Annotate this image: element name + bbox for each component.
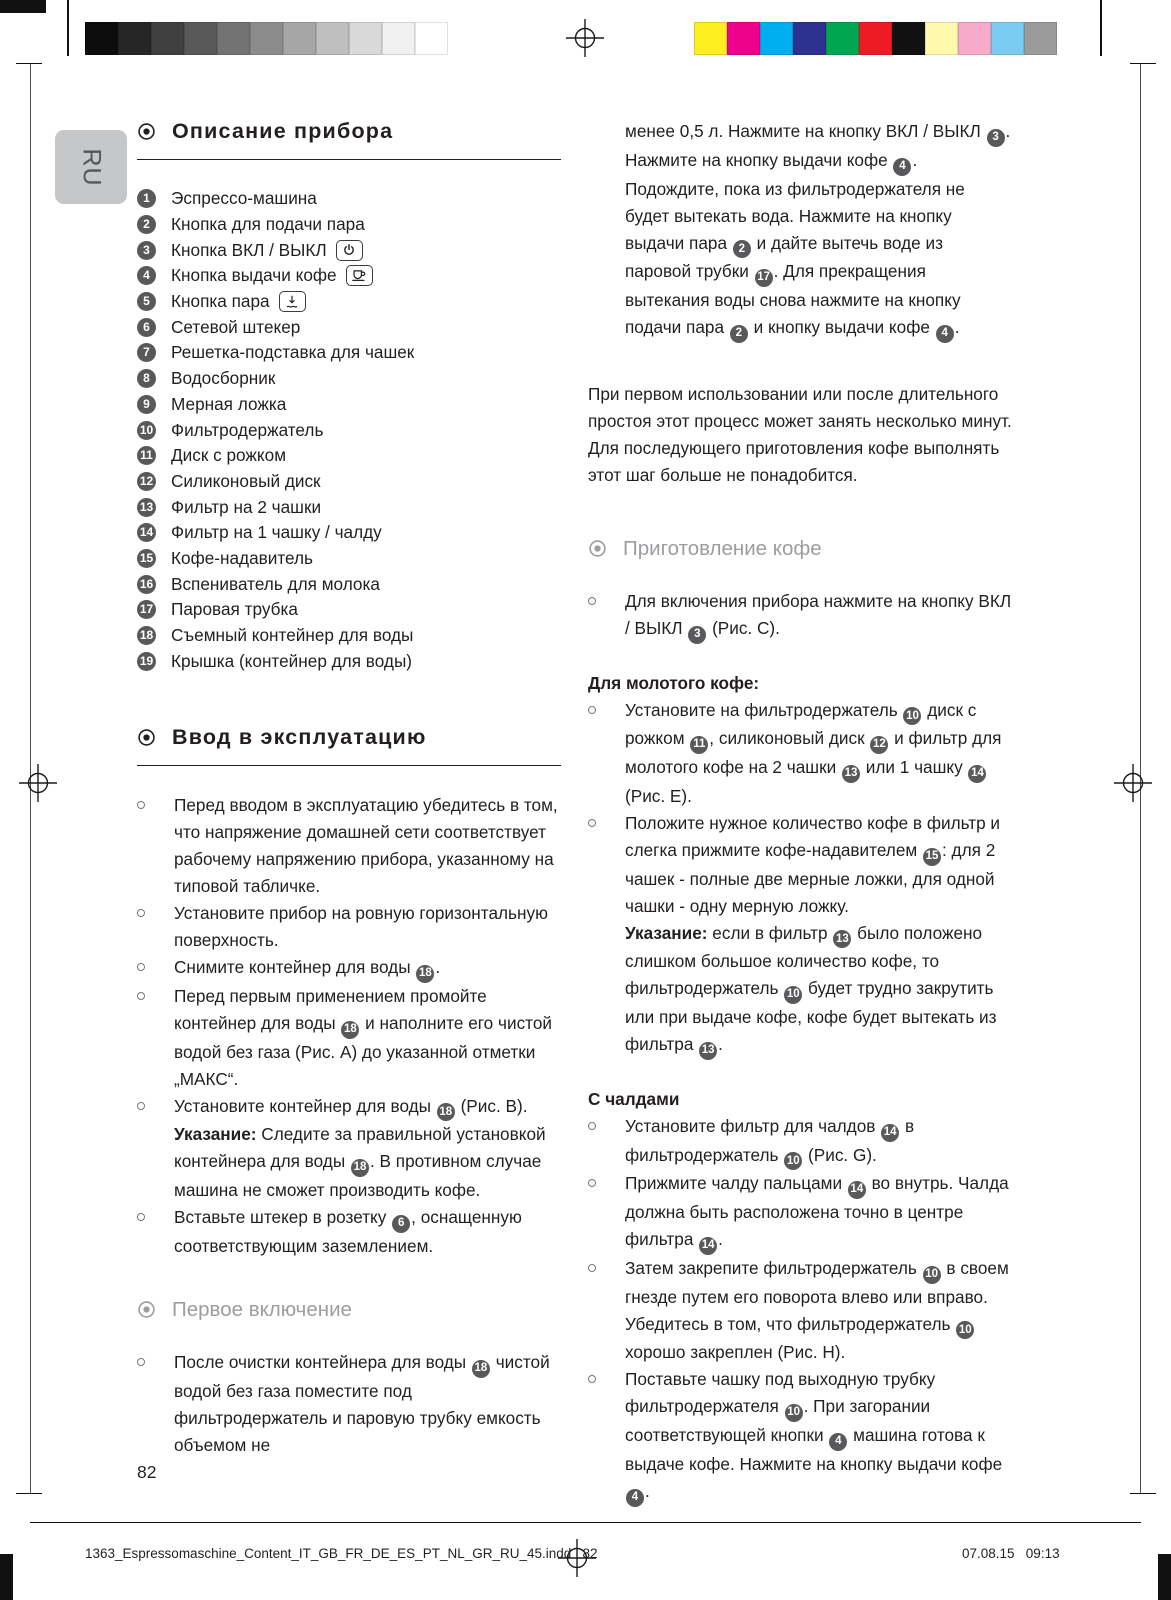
device-part-item	[137, 392, 561, 418]
item-number-badge: 4	[137, 266, 156, 285]
bullet-text: Установите фильтр для чалдов 14 в фильтродержатель 10 (Рис. G).	[625, 1113, 1012, 1171]
calibration-swatch	[826, 22, 859, 55]
device-part-item	[137, 469, 561, 495]
bullet-item	[137, 792, 561, 900]
item-label: Фильтродержатель	[171, 419, 324, 440]
bullet-list	[137, 792, 561, 1260]
registration-mark	[566, 19, 604, 57]
bullet-icon	[137, 1204, 174, 1260]
item-label: Диск с рожком	[171, 445, 287, 466]
ref-badge: 14	[968, 765, 986, 783]
section-heading	[588, 535, 1012, 562]
bullet-text: Установите контейнер для воды 18 (Рис. В). Указание: Следите за правильной установкой контейнера для воды 18 . В противном случае машина не сможет производить кофе.	[174, 1095, 546, 1201]
bold-text: Указание:	[174, 1124, 257, 1145]
calibration-swatch	[1024, 22, 1057, 55]
item-label: Кнопка ВКЛ / ВЫКЛ	[171, 239, 327, 260]
device-part-item	[137, 571, 561, 597]
item-label: Съемный контейнер для воды	[171, 625, 414, 646]
calibration-swatch	[415, 22, 448, 55]
bullet-icon	[137, 1093, 174, 1205]
bullet-icon	[137, 983, 174, 1093]
crop-mark	[0, 0, 46, 13]
bullet-list	[137, 1349, 561, 1459]
bullet-list	[588, 1113, 1012, 1507]
ref-badge: 14	[881, 1124, 899, 1142]
ref-badge: 14	[848, 1181, 866, 1199]
device-part-item	[137, 417, 561, 443]
crop-mark	[0, 1554, 13, 1600]
bullet-icon	[137, 954, 174, 983]
device-part-item	[137, 494, 561, 520]
item-label: Мерная ложка	[171, 393, 287, 414]
grayscale-calibration-bar	[85, 22, 448, 55]
item-number-badge: 2	[137, 215, 156, 234]
ref-badge: 10	[903, 707, 921, 725]
ref-badge: 10	[784, 1152, 802, 1170]
bullet-item	[137, 983, 561, 1093]
item-number-badge: 16	[137, 575, 156, 594]
device-part-item	[137, 366, 561, 392]
calibration-swatch	[892, 22, 925, 55]
bullet-icon	[588, 697, 625, 810]
ref-badge: 2	[733, 240, 751, 258]
calibration-swatch	[694, 22, 727, 55]
calibration-swatch	[283, 22, 316, 55]
paragraph: При первом использовании или после длительного простоя этот процесс может занять несколько минут. Для последующего приготовления кофе выполнять этот шаг больше не понадобится.	[588, 383, 1012, 485]
section-heading	[137, 724, 561, 766]
calibration-swatch	[760, 22, 793, 55]
section-title: Ввод в эксплуатацию	[172, 725, 427, 750]
device-part-item	[137, 443, 561, 469]
bullet-text: Прижмите чалду пальцами 14 во внутрь. Чалда должна быть расположена точно в центре фильтра 14 .	[625, 1170, 1012, 1255]
calibration-swatch	[793, 22, 826, 55]
bullet-item	[588, 1366, 1012, 1506]
crop-mark	[1100, 0, 1102, 56]
calibration-swatch	[991, 22, 1024, 55]
bullet-item	[137, 1093, 561, 1205]
bullet-item	[137, 900, 561, 954]
left-column	[137, 118, 561, 1459]
bullet-icon	[137, 1349, 174, 1459]
ref-badge: 18	[351, 1159, 369, 1177]
device-part-item	[137, 212, 561, 238]
bullet-item	[137, 954, 561, 983]
right-column	[588, 118, 1012, 1507]
sub-heading: С чалдами	[588, 1088, 680, 1109]
ref-badge: 15	[923, 848, 941, 866]
bullet-icon	[588, 1366, 625, 1506]
crop-mark	[67, 0, 69, 56]
footer-filename: 1363_Espressomaschine_Content_IT_GB_FR_DE_ES_PT_NL_GR_RU_45.indd 82	[85, 1546, 598, 1561]
bullseye-icon	[137, 1300, 156, 1319]
ref-badge: 13	[699, 1042, 717, 1060]
calibration-swatch	[184, 22, 217, 55]
calibration-swatch	[958, 22, 991, 55]
calibration-swatch	[349, 22, 382, 55]
ref-badge: 4	[893, 158, 911, 176]
section-title: Описание прибора	[172, 119, 394, 143]
item-number-badge: 1	[137, 189, 156, 208]
color-calibration-bar	[694, 22, 1057, 55]
item-number-badge: 11	[137, 446, 156, 465]
ref-badge: 17	[755, 269, 773, 287]
item-label: Паровая трубка	[171, 599, 298, 620]
item-label: Фильтр на 1 чашку / чалду	[171, 522, 382, 543]
item-label: Эспрессо-машина	[171, 188, 317, 209]
bullet-item	[588, 697, 1012, 810]
item-number-badge: 7	[137, 343, 156, 362]
ref-badge: 10	[785, 1404, 803, 1422]
ref-badge: 3	[987, 129, 1005, 147]
item-number-badge: 13	[137, 498, 156, 517]
section-heading	[137, 1296, 561, 1323]
calibration-swatch	[727, 22, 760, 55]
footer-rule	[30, 1522, 1141, 1523]
item-number-badge: 14	[137, 523, 156, 542]
item-number-badge: 17	[137, 600, 156, 619]
bullet-text: После очистки контейнера для воды 18 чистой водой без газа поместите под фильтродержатель и паровую трубку емкость объемом не	[174, 1351, 550, 1455]
bullet-item	[588, 1113, 1012, 1171]
item-number-badge: 12	[137, 472, 156, 491]
registration-mark	[1114, 764, 1152, 802]
calibration-swatch	[859, 22, 892, 55]
item-number-badge: 18	[137, 626, 156, 645]
section-heading	[137, 118, 561, 160]
bullseye-icon	[137, 122, 156, 141]
bullet-item	[588, 810, 1012, 1060]
ref-badge: 14	[699, 1237, 717, 1255]
bullet-text: Перед вводом в эксплуатацию убедитесь в том, что напряжение домашней сети соответствует рабочему напряжению прибора, указанному на типовой табличке.	[174, 795, 558, 897]
ref-badge: 10	[923, 1266, 941, 1284]
item-number-badge: 19	[137, 652, 156, 671]
bullet-icon	[588, 1170, 625, 1255]
item-label: Водосборник	[171, 368, 276, 389]
item-label: Крышка (контейнер для воды)	[171, 650, 413, 671]
device-part-item	[137, 520, 561, 546]
steam-icon	[279, 291, 306, 312]
bullet-item	[137, 1204, 561, 1260]
bullet-list	[588, 588, 1012, 644]
ref-badge: 4	[829, 1433, 847, 1451]
bullet-text: Установите на фильтродержатель 10 диск с рожком 11 , силиконовый диск 12 и фильтр для молотого кофе на 2 чашки 13 или 1 чашку 14 (Рис. Е).	[625, 699, 1002, 806]
ref-badge: 2	[730, 325, 748, 343]
bullet-item	[588, 1255, 1012, 1367]
bullet-list	[588, 697, 1012, 1060]
bullet-text: Снимите контейнер для воды 18 .	[174, 954, 561, 983]
section-title: Приготовление кофе	[623, 536, 822, 560]
ref-badge: 4	[936, 325, 954, 343]
ref-badge: 4	[626, 1489, 644, 1507]
bullet-icon	[588, 1113, 625, 1171]
item-label: Кнопка для подачи пара	[171, 214, 365, 235]
item-number-badge: 8	[137, 369, 156, 388]
device-part-item	[137, 623, 561, 649]
bullseye-icon	[588, 539, 607, 558]
paragraph: менее 0,5 л. Нажмите на кнопку ВКЛ / ВЫКЛ 3 . Нажмите на кнопку выдачи кофе 4 . Подождите, пока из фильтродержателя не будет вытекать вода. Нажмите на кнопку выдачи пара 2 и дайте вытечь воде из паровой трубки 17 . Для прекращения вытекания воды снова нажмите на кнопку подачи пара 2 и кнопку выдачи кофе 4 .	[588, 118, 1012, 343]
device-part-item	[137, 546, 561, 572]
bullet-text: Перед первым применением промойте контейнер для воды 18 и наполните его чистой водой без газа (Рис. А) до указанной отметки „МАКС“.	[174, 985, 553, 1089]
calibration-swatch	[925, 22, 958, 55]
crop-mark	[1130, 63, 1156, 64]
device-part-item	[137, 648, 561, 674]
calibration-swatch	[118, 22, 151, 55]
page-number: 82	[137, 1462, 157, 1482]
bullet-text: Для включения прибора нажмите на кнопку ВКЛ / ВЫКЛ 3 (Рис. С).	[625, 588, 1012, 644]
device-part-item	[137, 263, 561, 289]
item-label: Фильтр на 2 чашки	[171, 496, 322, 517]
bullet-text: Установите прибор на ровную горизонтальную поверхность.	[174, 903, 548, 951]
ref-badge: 18	[437, 1103, 455, 1121]
footer-timestamp: 07.08.15 09:13	[962, 1546, 1060, 1561]
item-label: Силиконовый диск	[171, 470, 321, 491]
calibration-swatch	[217, 22, 250, 55]
bullet-text: Вставьте штекер в розетку 6 , оснащенную соответствующим заземлением.	[174, 1207, 522, 1256]
crop-mark	[16, 63, 42, 64]
calibration-swatch	[250, 22, 283, 55]
item-number-badge: 15	[137, 549, 156, 568]
calibration-swatch	[382, 22, 415, 55]
ref-badge: 18	[341, 1021, 359, 1039]
crop-mark	[1130, 1493, 1156, 1494]
device-part-item	[137, 289, 561, 315]
device-part-item	[137, 237, 561, 263]
item-label: Кнопка пара	[171, 291, 270, 312]
bullet-text: Затем закрепите фильтродержатель 10 в своем гнезде путем его поворота влево или вправо. Убедитесь в том, что фильтродержатель 10 хорошо закреплен (Рис. Н).	[625, 1257, 1009, 1363]
device-part-item	[137, 314, 561, 340]
item-label: Сетевой штекер	[171, 316, 301, 337]
ref-badge: 13	[842, 765, 860, 783]
item-label: Вспениватель для молока	[171, 573, 380, 594]
device-part-item	[137, 597, 561, 623]
device-part-item	[137, 186, 561, 212]
ref-badge: 10	[784, 986, 802, 1004]
crop-mark	[16, 1493, 42, 1494]
bullet-icon	[137, 792, 174, 900]
power-icon	[336, 240, 363, 261]
item-number-badge: 10	[137, 421, 156, 440]
bullet-item	[137, 1349, 561, 1459]
registration-mark	[19, 764, 57, 802]
device-part-item	[137, 340, 561, 366]
bullet-item	[588, 1170, 1012, 1255]
device-parts-list	[137, 186, 561, 674]
ref-badge: 6	[392, 1215, 410, 1233]
language-tab-label: RU	[77, 147, 106, 187]
item-number-badge: 6	[137, 318, 156, 337]
crop-mark	[1158, 1554, 1171, 1600]
ref-badge: 18	[472, 1360, 490, 1378]
ref-badge: 3	[688, 626, 706, 644]
item-number-badge: 3	[137, 241, 156, 260]
bullet-icon	[137, 900, 174, 954]
ref-badge: 18	[416, 965, 434, 983]
ref-badge: 13	[833, 930, 851, 948]
ref-badge: 10	[956, 1321, 974, 1339]
bullet-text: Положите нужное количество кофе в фильтр и слегка прижмите кофе-надавителем 15 : для 2 чашек - полные две мерные ложки, для одной чашки - одну мерную ложку. Указание: если в фильтр 13 было положено слишком большое количество кофе, то фильтродержатель 10 будет трудно закрутить или при выдаче кофе, кофе будет вытекать из фильтра 13 .	[625, 810, 1012, 1060]
calibration-swatch	[316, 22, 349, 55]
bullet-item	[588, 588, 1012, 644]
calibration-swatch	[85, 22, 118, 55]
bullet-icon	[588, 810, 625, 1060]
sub-heading: Для молотого кофе:	[588, 672, 760, 693]
coffee-cup-icon	[346, 265, 373, 286]
item-label: Кнопка выдачи кофе	[171, 265, 337, 286]
bullet-icon	[588, 1255, 625, 1367]
item-label: Решетка-подставка для чашек	[171, 342, 415, 363]
calibration-swatch	[151, 22, 184, 55]
bullseye-icon	[137, 728, 156, 747]
item-number-badge: 5	[137, 292, 156, 311]
ref-badge: 11	[690, 736, 708, 754]
item-label: Кофе-надавитель	[171, 547, 314, 568]
bullet-text: Поставьте чашку под выходную трубку фильтродержателя 10 . При загорании соответствующей кнопки 4 машина готова к выдаче кофе. Нажмите на кнопку выдачи кофе 4 .	[625, 1366, 1012, 1506]
language-tab	[55, 130, 127, 204]
ref-badge: 12	[870, 736, 888, 754]
bold-text: Указание:	[625, 922, 708, 943]
bullet-icon	[588, 588, 625, 644]
item-number-badge: 9	[137, 395, 156, 414]
section-title: Первое включение	[172, 1297, 352, 1321]
